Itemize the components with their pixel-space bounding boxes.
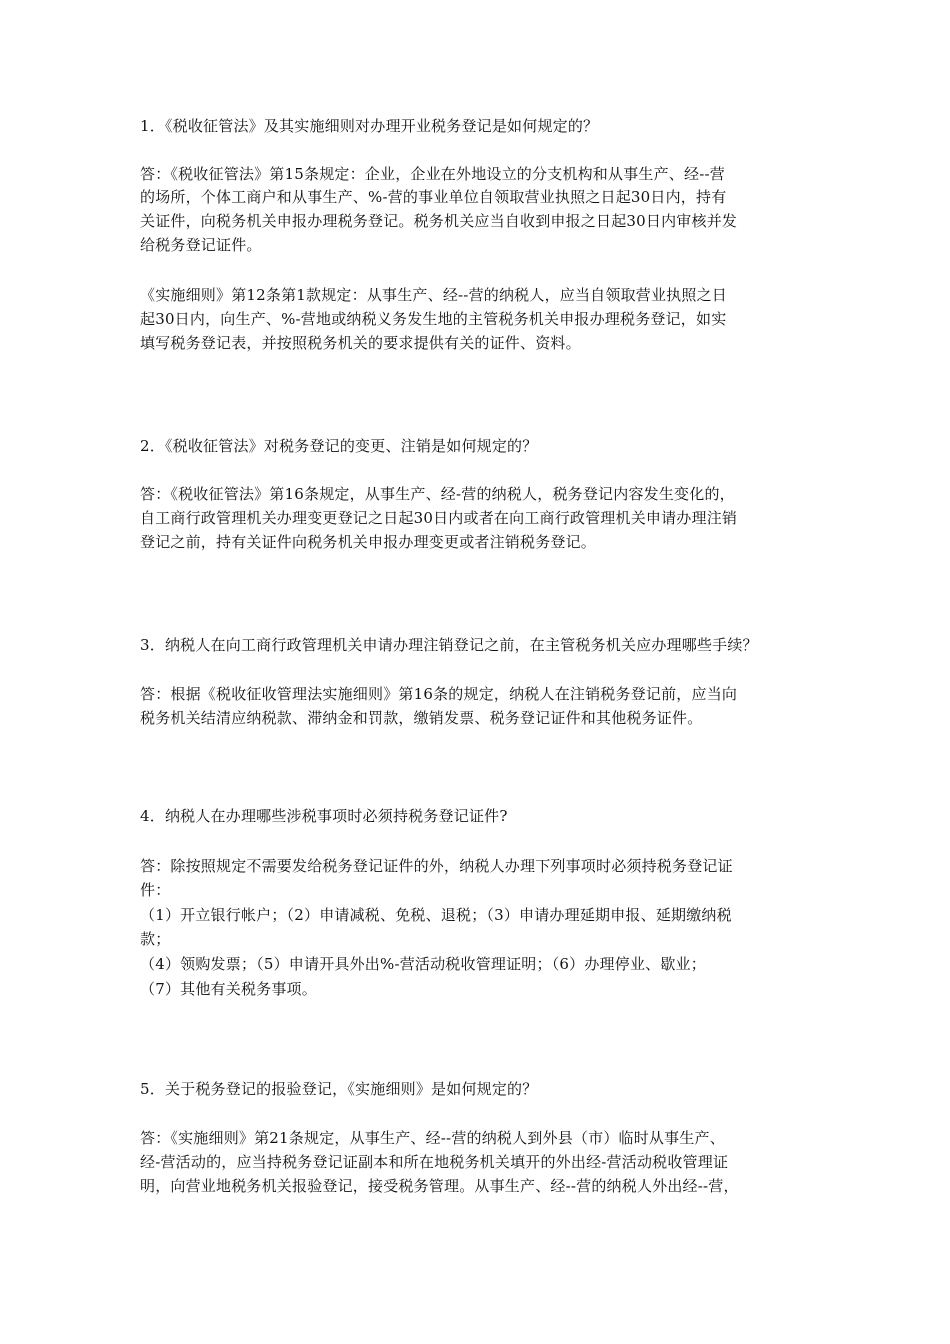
answer-4-line-5: （4）领购发票；（5）申请开具外出%-营活动税收管理证明；（6）办理停业、歇业； bbox=[140, 955, 706, 973]
question-4: 4．纳税人在办理哪些涉税事项时必须持税务登记证件? bbox=[140, 807, 508, 825]
answer-1-line-3: 关证件，向税务机关申报办理税务登记。税务机关应当自收到申报之日起30日内审核并发 bbox=[140, 212, 738, 230]
answer-1-line-2: 的场所，个体工商户和从事生产、%-营的事业单位自领取营业执照之日起30日内，持有 bbox=[140, 188, 727, 206]
answer-1-para2-line-2: 起30日内，向生产、%-营地或纳税义务发生地的主管税务机关申报办理税务登记，如实 bbox=[140, 310, 727, 328]
answer-4-line-4: 款； bbox=[140, 930, 171, 948]
answer-2-line-3: 登记之前，持有关证件向税务机关申报办理变更或者注销税务登记。 bbox=[140, 533, 597, 551]
answer-4-line-3: （1）开立银行帐户；（2）申请减税、免税、退税；（3）申请办理延期申报、延期缴纳税 bbox=[140, 906, 732, 924]
answer-5-line-2: 经-营活动的，应当持税务登记证副本和所在地税务机关填开的外出经-营活动税收管理证 bbox=[140, 1153, 729, 1171]
answer-4-line-6: （7）其他有关税务事项。 bbox=[140, 980, 317, 998]
answer-2-line-1: 答：《税收征管法》第16条规定，从事生产、经-营的纳税人，税务登记内容发生变化的， bbox=[140, 485, 735, 503]
question-1: 1．《税收征管法》及其实施细则对办理开业税务登记是如何规定的？ bbox=[140, 117, 599, 135]
answer-3-line-1: 答：根据《税收征收管理法实施细则》第16条的规定，纳税人在注销税务登记前，应当向 bbox=[140, 685, 738, 703]
answer-1-para2-line-1: 《实施细则》第12条第1款规定：从事生产、经--营的纳税人，应当自领取营业执照之日 bbox=[140, 286, 727, 304]
answer-4-line-2: 件： bbox=[140, 881, 171, 899]
answer-4-line-1: 答：除按照规定不需要发给税务登记证件的外，纳税人办理下列事项时必须持税务登记证 bbox=[140, 857, 733, 875]
answer-2-line-2: 自工商行政管理机关办理变更登记之日起30日内或者在向工商行政管理机关申请办理注销 bbox=[140, 509, 738, 527]
answer-5-line-1: 答：《实施细则》第21条规定，从事生产、经--营的纳税人到外县（市）临时从事生产、 bbox=[140, 1129, 725, 1147]
answer-1-para2-line-3: 填写税务登记表，并按照税务机关的要求提供有关的证件、资料。 bbox=[140, 334, 581, 352]
question-3: 3．纳税人在向工商行政管理机关申请办理注销登记之前，在主管税务机关应办理哪些手续？ bbox=[140, 636, 758, 654]
answer-1-line-4: 给税务登记证件。 bbox=[140, 236, 262, 254]
question-5: 5．关于税务登记的报验登记，《实施细则》是如何规定的？ bbox=[140, 1080, 538, 1098]
question-2: 2．《税收征管法》对税务登记的变更、注销是如何规定的？ bbox=[140, 437, 538, 455]
answer-3-line-2: 税务机关结清应纳税款、滞纳金和罚款，缴销发票、税务登记证件和其他税务证件。 bbox=[140, 709, 703, 727]
answer-1-line-1: 答：《税收征管法》第15条规定：企业，企业在外地设立的分支机构和从事生产、经--营 bbox=[140, 165, 725, 183]
answer-5-line-3: 明，向营业地税务机关报验登记，接受税务管理。从事生产、经--营的纳税人外出经--营， bbox=[140, 1177, 739, 1195]
